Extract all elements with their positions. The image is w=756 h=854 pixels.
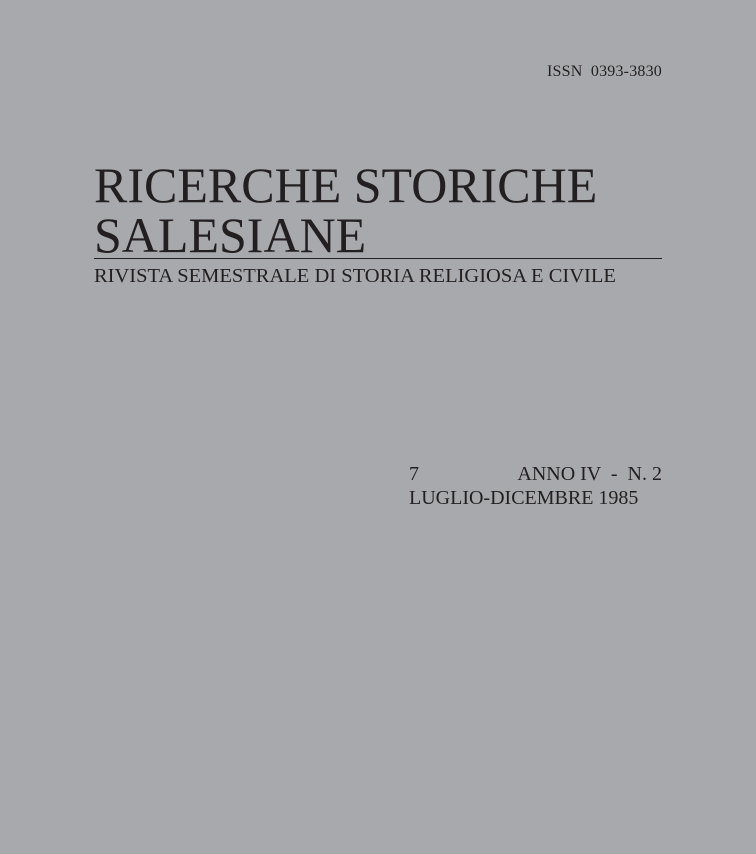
issue-number: 7 [409, 463, 419, 485]
issue-info [409, 462, 662, 510]
issue-dates: LUGLIO-DICEMBRE 1985 [409, 487, 639, 509]
journal-title-line-2: SALESIANE [94, 207, 367, 263]
issue-anno: ANNO IV - N. 2 [517, 463, 662, 485]
journal-title-line-1: RICERCHE STORICHE [94, 157, 598, 213]
title-divider [94, 258, 662, 259]
issue-row [409, 462, 662, 486]
journal-subtitle: RIVISTA SEMESTRALE DI STORIA RELIGIOSA E CIVILE [94, 265, 616, 287]
issn-number: ISSN 0393-3830 [546, 63, 662, 80]
